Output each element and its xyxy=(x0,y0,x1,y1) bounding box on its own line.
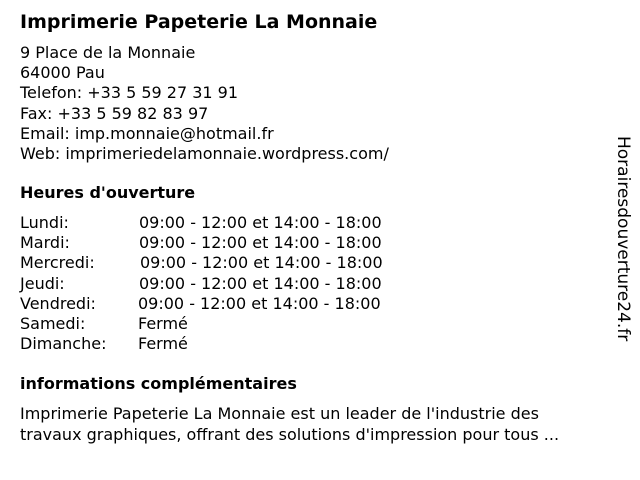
day-hours: Fermé xyxy=(138,313,188,333)
day-hours: 09:00 - 12:00 et 14:00 - 18:00 xyxy=(138,293,381,313)
email-address: Email: imp.monnaie@hotmail.fr xyxy=(20,123,274,143)
site-watermark xyxy=(612,136,634,368)
day-hours: 09:00 - 12:00 et 14:00 - 18:00 xyxy=(139,213,382,232)
additional-info-text xyxy=(20,404,620,445)
business-name: Imprimerie Papeterie La Monnaie xyxy=(20,11,378,33)
day-label: Mardi: xyxy=(20,233,70,253)
address-city: 64000 Pau xyxy=(20,63,105,83)
day-label: Lundi: xyxy=(20,213,69,232)
day-hours: 09:00 - 12:00 et 14:00 - 18:00 xyxy=(139,233,382,253)
fax-number: Fax: +33 5 59 82 83 97 xyxy=(20,103,209,123)
day-hours: Fermé xyxy=(138,334,188,354)
contact-details xyxy=(20,43,389,164)
website: Web: imprimeriedelamonnaie.wordpress.com/ xyxy=(20,144,389,164)
watermark-text: Horairesdouverture24.fr xyxy=(613,136,633,342)
additional-info-heading: informations complémentaires xyxy=(20,374,297,393)
info-line: travaux graphiques, offrant des solutions d'impression pour tous ... xyxy=(20,424,560,444)
address-street: 9 Place de la Monnaie xyxy=(20,43,196,62)
day-label: Jeudi: xyxy=(20,273,65,293)
phone-number: Telefon: +33 5 59 27 31 91 xyxy=(20,83,239,103)
day-hours: 09:00 - 12:00 et 14:00 - 18:00 xyxy=(140,253,383,273)
opening-hours-heading: Heures d'ouverture xyxy=(20,183,196,202)
info-line: Imprimerie Papeterie La Monnaie est un leader de l'industrie des xyxy=(20,404,539,423)
day-label: Vendredi: xyxy=(20,293,96,313)
day-label: Dimanche: xyxy=(20,334,107,354)
day-label: Samedi: xyxy=(20,313,86,333)
day-label: Mercredi: xyxy=(20,253,95,273)
day-hours: 09:00 - 12:00 et 14:00 - 18:00 xyxy=(139,273,382,293)
